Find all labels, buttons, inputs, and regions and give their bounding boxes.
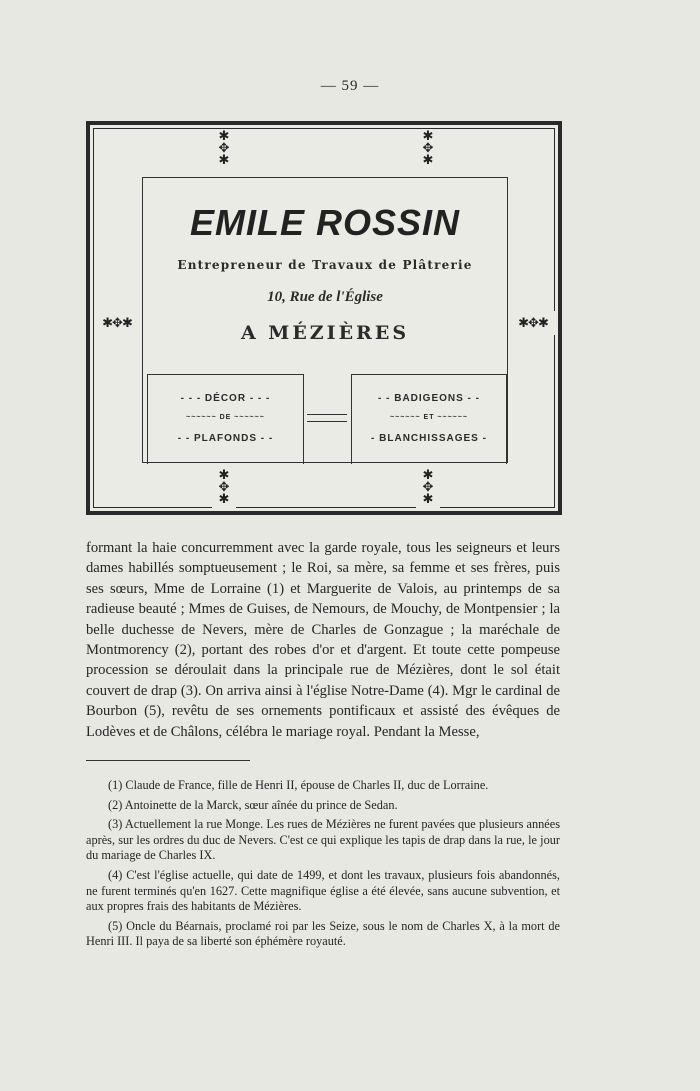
- advertisement-panel: [142, 177, 508, 463]
- footnotes: [86, 778, 560, 954]
- business-name: EMILE ROSSIN: [189, 202, 461, 243]
- floral-ornament-icon: ✱ ✥ ✱: [416, 129, 440, 169]
- business-trade: Entrepreneur de Travaux de Plâtrerie: [177, 258, 473, 272]
- body-paragraph: formant la haie concurremment avec la garde royale, tous les seigneurs et leurs dames habillés somptueusement ; le Roi, sa mère, sa femme et ses frères, puis ses sœurs, Mme de Lorraine (1) et Marguerite de Valois, au printemps de sa radieuse beauté ; Mmes de Guises, de Nemours, de Mouchy, de Montpensier ; la belle duchesse de Nevers, mère de Charles de Gonzague ; la maréchale de Montmorency (2), portant des robes d'or et d'argent. Et toute cette pompeuse procession se déroulait dans la principale rue de Mézières, dont le sol était couvert de drap (3). On arriva ainsi à l'église Notre-Dame (4). Mgr le cardinal de Bourbon (5), revêtu de ses ornements pontificaux et assisté des évêques de Lodèves et de Châlons, célébra le mariage royal. Pendant la Messe,: [86, 540, 560, 740]
- floral-ornament-icon: ✱✥✱: [510, 311, 556, 335]
- page-number: — 59 —: [320, 78, 380, 94]
- box-connector: [307, 414, 347, 422]
- service-line: - - BADIGEONS - -: [378, 393, 480, 404]
- service-box-decor: [147, 374, 304, 464]
- service-line: ~~~~~~ ET ~~~~~~: [390, 414, 468, 421]
- business-address: 10, Rue de l'Église: [267, 289, 383, 305]
- footnote-divider: [86, 760, 250, 761]
- business-city: A MÉZIÈRES: [240, 322, 410, 344]
- body-text: [86, 538, 560, 742]
- floral-ornament-icon: ✱✥✱: [94, 311, 140, 335]
- floral-ornament-icon: ✱ ✥ ✱: [212, 129, 236, 169]
- footnote: (3) Actuellement la rue Monge. Les rues de Mézières ne furent pavées que plusieurs années après, sur les ordres du duc de Nevers. C'est ce qui explique les tapis de drap dans la rue, le jour du mariage de Charles IX.: [86, 817, 560, 863]
- floral-ornament-icon: ✱ ✥ ✱: [416, 468, 440, 508]
- service-line: ~~~~~~ DE ~~~~~~: [186, 414, 265, 421]
- service-line: - BLANCHISSAGES -: [371, 433, 487, 444]
- footnote: (2) Antoinette de la Marck, sœur aînée du prince de Sedan.: [108, 797, 398, 812]
- advertisement-frame: [86, 121, 562, 515]
- footnote: (1) Claude de France, fille de Henri II, épouse de Charles II, duc de Lorraine.: [108, 778, 489, 792]
- service-box-badigeons: [351, 374, 507, 464]
- footnote: (5) Oncle du Béarnais, proclamé roi par les Seize, sous le nom de Charles X, à la mort de Henri III. Il paya de sa liberté son éphémère royauté.: [86, 918, 560, 949]
- footnote: (4) C'est l'église actuelle, qui date de 1499, et dont les travaux, plusieurs fois abandonnés, ne furent terminés qu'en 1627. Cette magnifique église a été élevée, sans aucune subvention, et aux propres frais des habitants de Mézières.: [86, 867, 560, 914]
- service-line: - - PLAFONDS - -: [177, 433, 274, 444]
- floral-ornament-icon: ✱ ✥ ✱: [212, 468, 236, 508]
- service-line: - - - DÉCOR - - -: [180, 393, 271, 404]
